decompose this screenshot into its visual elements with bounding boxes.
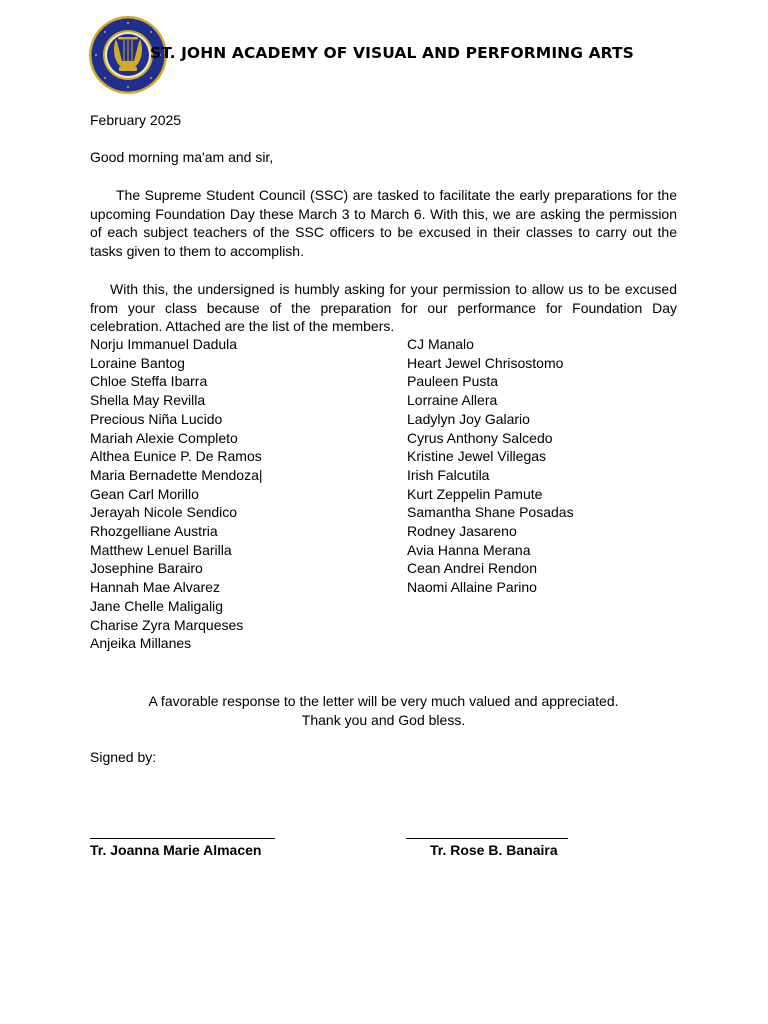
- list-item: Lorraine Allera: [407, 392, 498, 409]
- list-item: Matthew Lenuel Barilla: [90, 541, 232, 558]
- list-item: Avia Hanna Merana: [407, 541, 531, 558]
- letter-date: February 2025: [90, 112, 182, 128]
- list-item: Pauleen Pusta: [407, 373, 499, 390]
- signature-line-first: [90, 838, 275, 839]
- list-item: Precious Niña Lucido: [90, 410, 223, 427]
- list-item: Hannah Mae Alvarez: [90, 579, 220, 596]
- list-item: Anjeika Millanes: [90, 635, 192, 652]
- school-name-heading: ST. JOHN ACADEMY OF VISUAL AND PERFORMING ARTS: [150, 44, 634, 62]
- list-item: Norju Immanuel Dadula: [90, 336, 238, 352]
- closing-line-two: Thank you and God bless.: [301, 712, 466, 728]
- signatory-first: Tr. Joanna Marie Almacen: [90, 842, 262, 858]
- list-item: Rodney Jasareno: [407, 523, 517, 540]
- salutation: Good morning ma'am and sir,: [90, 149, 274, 165]
- list-item: Gean Carl Morillo: [90, 485, 199, 502]
- list-item: Jerayah Nicole Sendico: [90, 504, 238, 521]
- signed-by-label: Signed by:: [90, 749, 157, 765]
- list-item: Rhozgelliane Austria: [90, 523, 218, 540]
- closing-line-one: A favorable response to the letter will be very much valued and appreciated.: [148, 693, 619, 709]
- list-item: Althea Eunice P. De Ramos: [90, 448, 262, 465]
- list-item: Kristine Jewel Villegas: [407, 448, 547, 465]
- list-item: Cyrus Anthony Salcedo: [407, 429, 553, 446]
- list-item: Heart Jewel Chrisostomo: [407, 354, 564, 371]
- list-item: Charise Zyra Marqueses: [90, 616, 244, 633]
- list-item: Shella May Revilla: [90, 392, 206, 409]
- members-column-right: [407, 335, 707, 597]
- list-item: Naomi Allaine Parino: [407, 579, 537, 596]
- list-item: Josephine Barairo: [90, 560, 203, 577]
- list-item: Cean Andrei Rendon: [407, 560, 537, 577]
- list-item: Maria Bernadette Mendoza|: [90, 466, 263, 483]
- list-item: Samantha Shane Posadas: [407, 504, 574, 521]
- list-item: Kurt Zeppelin Pamute: [407, 485, 543, 502]
- paragraph-one: The Supreme Student Council (SSC) are tasked to facilitate the early preparations for the upcoming Foundation Day these March 3 to March 6. With this, we are asking the permission of each subject teachers of the SSC officers to be excused in their classes to carry out the tasks given to them to accomplish.: [90, 187, 677, 260]
- signatory-second: Tr. Rose B. Banaira: [430, 842, 558, 858]
- list-item: Chloe Steffa Ibarra: [90, 373, 208, 390]
- list-item: CJ Manalo: [407, 336, 474, 352]
- list-item: Loraine Bantog: [90, 354, 185, 371]
- members-column-left: [90, 335, 390, 653]
- paragraph-two: With this, the undersigned is humbly asking for your permission to allow us to be excused from your class because of the preparation for our performance for Foundation Day celebration. Attached are the list of the members.: [90, 281, 677, 335]
- list-item: Ladylyn Joy Galario: [407, 410, 530, 427]
- list-item: Mariah Alexie Completo: [90, 429, 238, 446]
- list-item: Jane Chelle Maligalig: [90, 597, 224, 614]
- list-item: Irish Falcutila: [407, 466, 490, 483]
- signature-line-second: [406, 838, 568, 839]
